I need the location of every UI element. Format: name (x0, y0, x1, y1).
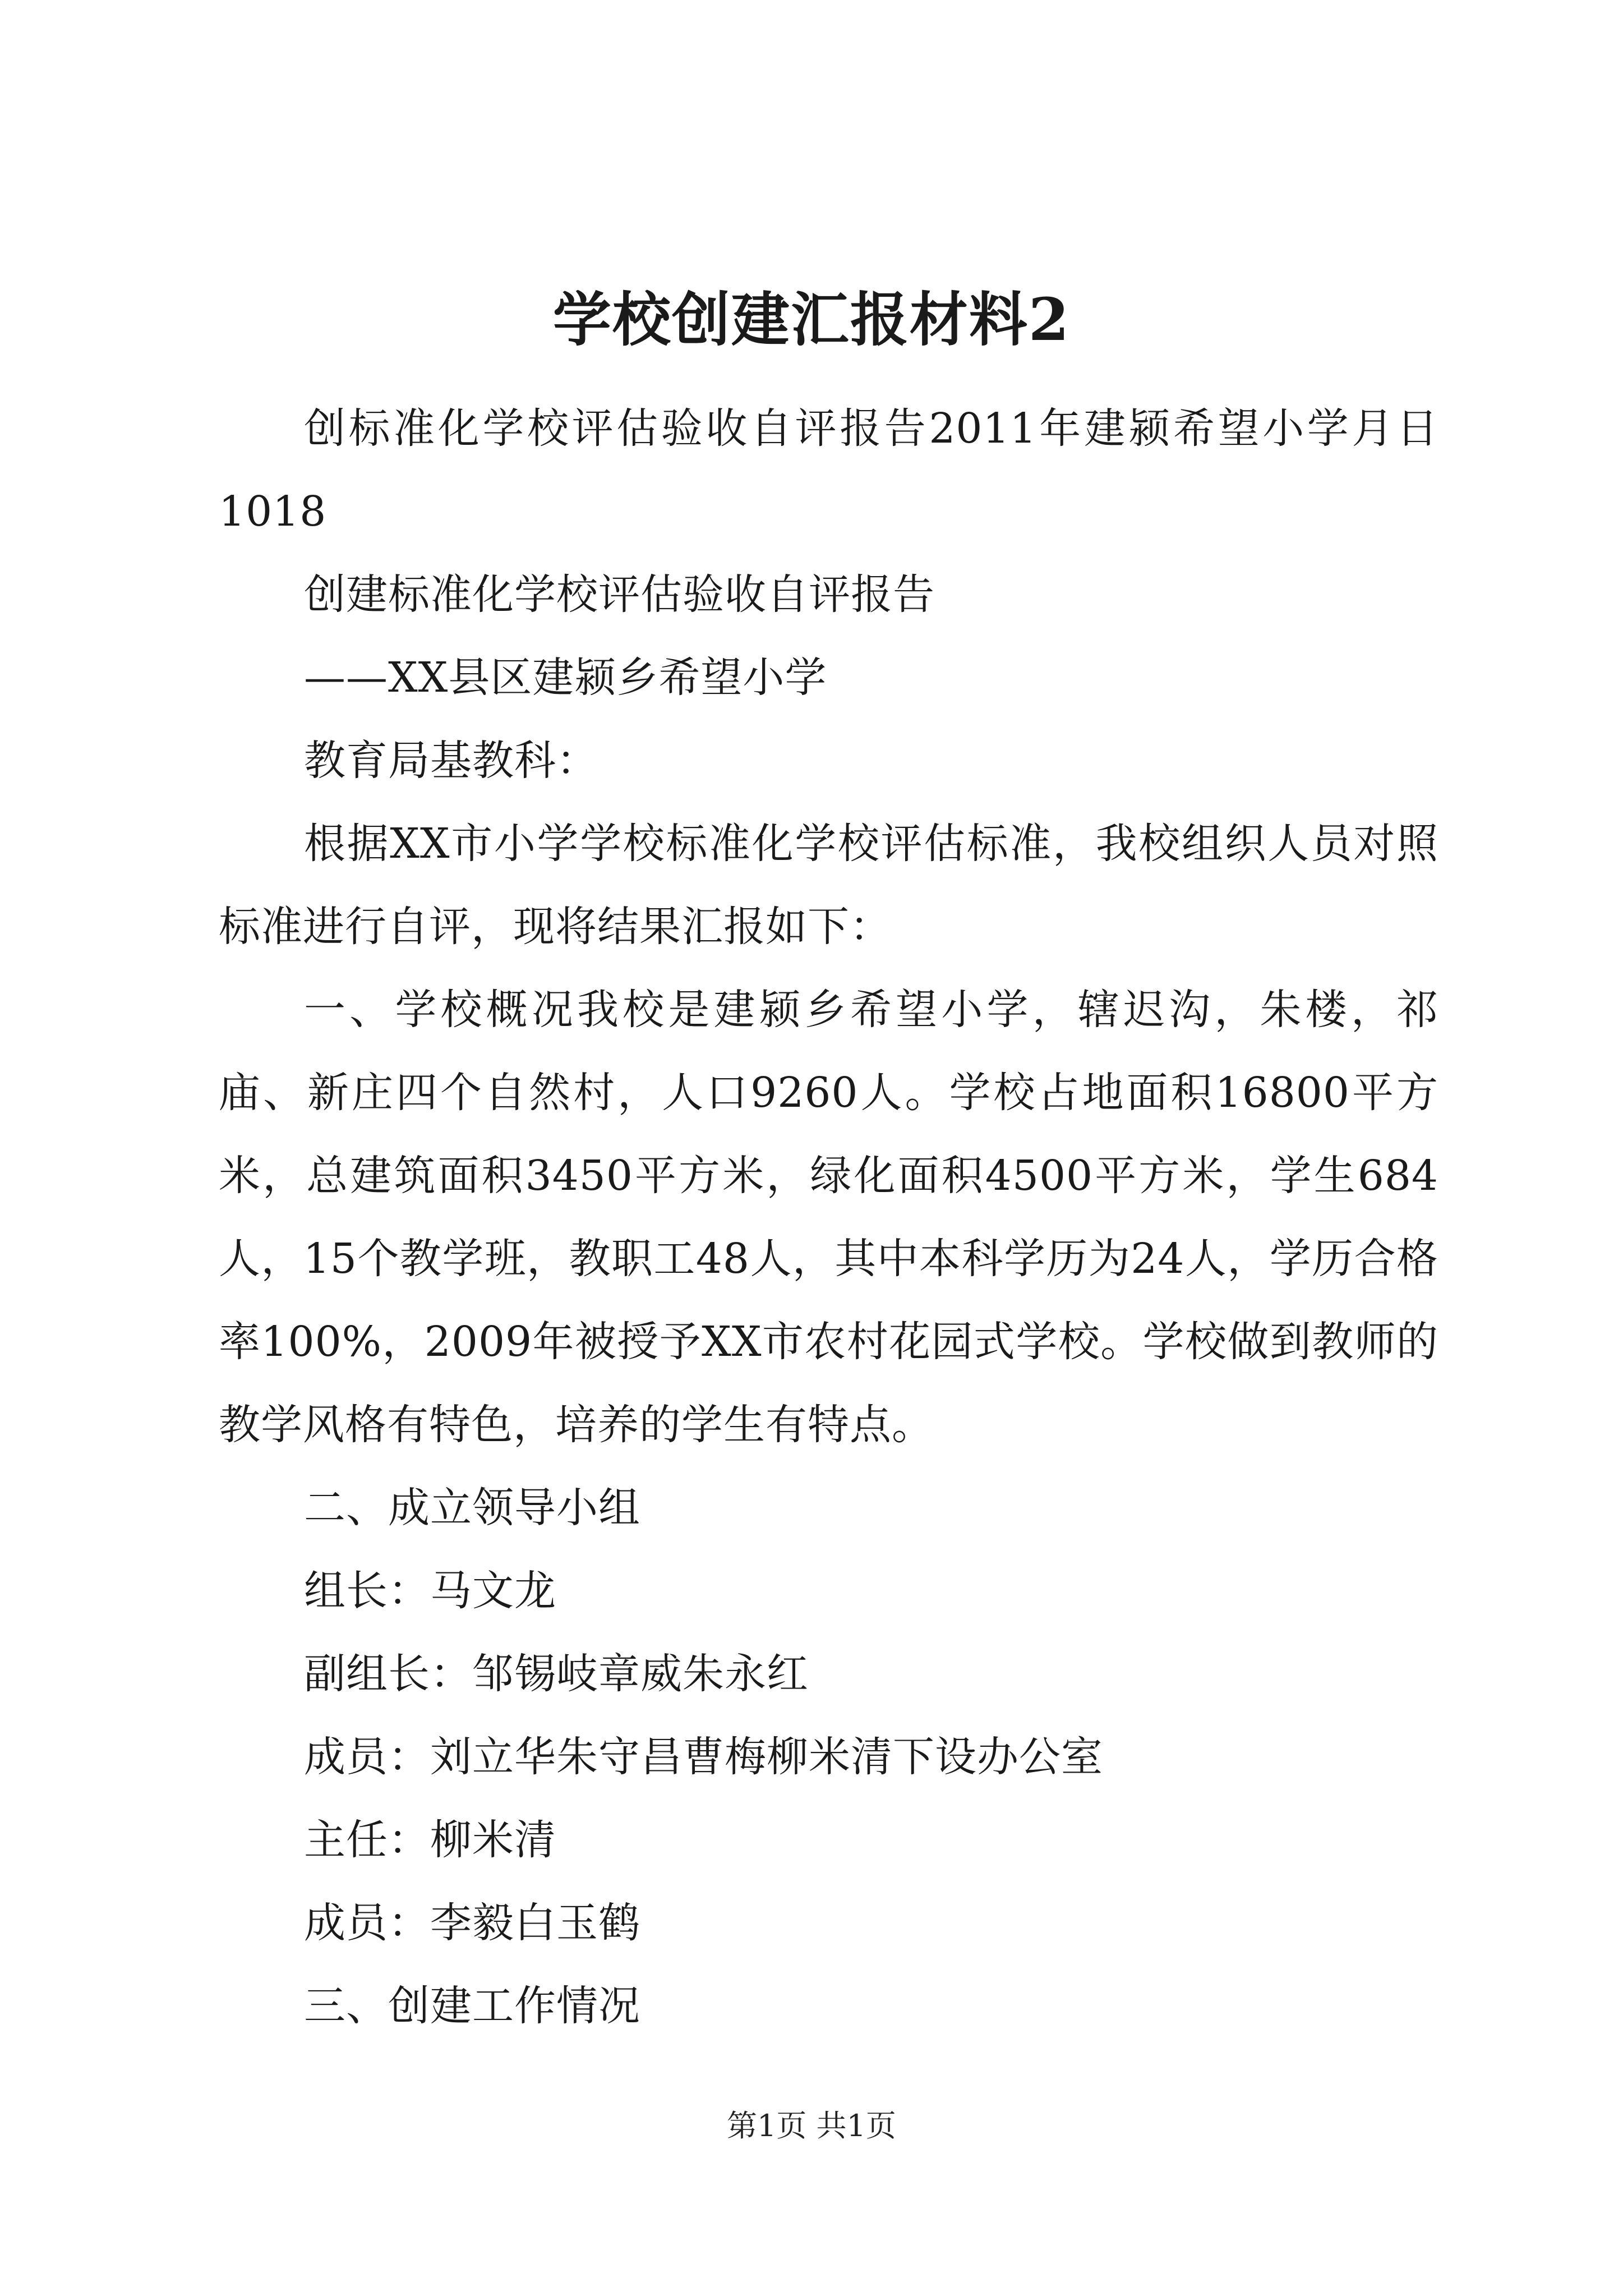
page-footer: 第1页 共1页 (727, 2108, 896, 2143)
paragraph-section-work: 三、创建工作情况 (304, 1982, 640, 2030)
document-body (219, 387, 1438, 2047)
paragraph-office-members: 成员：李毅白玉鹤 (304, 1899, 640, 1947)
paragraph-deputy-leaders: 副组长：邹锡岐章威朱永红 (304, 1650, 809, 1698)
paragraph-school-name: ——XX县区建颍乡希望小学 (304, 654, 827, 702)
paragraph-intro: 根据XX市小学学校标准化学校评估标准，我校组织人员对照标准进行自评，现将结果汇报如下： (219, 820, 1438, 951)
paragraph-members: 成员：刘立华朱守昌曹梅柳米清下设办公室 (304, 1733, 1103, 1781)
paragraph-school-overview: 一、学校概况我校是建颍乡希望小学，辖迟沟，朱楼，祁庙、新庄四个自然村，人口9260人。学校占地面积16800平方米，总建筑面积3450平方米，绿化面积4500平方米，学生684人，15个教学班，教职工48人，其中本科学历为24人，学历合格率100%，2009年被授予XX市农村花园式学校。学校做到教师的教学风格有特色，培养的学生有特点。 (219, 986, 1438, 1449)
paragraph-section-leadership: 二、成立领导小组 (304, 1484, 640, 1532)
document-title: 学校创建汇报材料2 (552, 285, 1071, 354)
paragraph-director: 主任：柳米清 (304, 1816, 556, 1864)
paragraph-addressee: 教育局基教科： (304, 737, 598, 785)
paragraph-report-title: 创建标准化学校评估验收自评报告 (304, 570, 935, 619)
paragraph-report-header: 创标准化学校评估验收自评报告2011年建颍希望小学月日1018 (219, 404, 1438, 536)
paragraph-group-leader: 组长：马文龙 (304, 1567, 556, 1615)
